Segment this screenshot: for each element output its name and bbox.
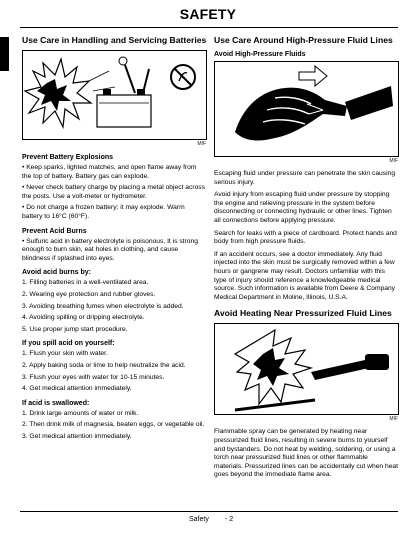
footer-section: Safety: [189, 516, 209, 523]
high-pressure-fluid-illustration: [214, 61, 399, 157]
paragraph: Avoid injury from escaping fluid under pressure by stopping the engine and relieving pressure in the system before disconnecting or connecting hydraulic or other lines. Tighten all connections before applying pressure.: [214, 191, 392, 224]
left-column: [22, 35, 206, 444]
torch-flame-icon: [215, 324, 398, 414]
heating-paragraph: Flammable spray can be generated by heating near pressurized fluid lines, resulting in severe burns to yourself and bystanders. Do not heat by welding, soldering, or using a torch near pressurized fluid lines or other flammable materials. Pressurized lines can be accidentally cut when heat goes beyond the immediate flame area.: [214, 428, 399, 479]
list-item: • Do not charge a frozen battery; it may explode. Warm battery to 16°C (60°F).: [22, 204, 185, 220]
list-item: • Keep sparks, lighted matches, and open flame away from the top of battery. Battery gas can explode.: [22, 164, 197, 180]
list-item: 4. Get medical attention immediately.: [22, 385, 132, 393]
heating-figure-caption: MIF: [389, 416, 398, 423]
list-item: 2. Then drink milk of magnesia, beaten eggs, or vegetable oil.: [22, 421, 205, 429]
section-title: Prevent Battery Explosions: [22, 154, 114, 161]
list-item: • Sulfuric acid in battery electrolyte is poisonous. It is strong enough to burn skin, eat holes in clothing, and cause blindness if splashed into eyes.: [22, 237, 198, 262]
list-item: 5. Use proper jump start procedure.: [22, 325, 128, 333]
page-footer: [20, 511, 398, 526]
battery-figure-caption: MIF: [197, 141, 206, 147]
section-title: Prevent Acid Burns: [22, 227, 87, 235]
battery-explosion-icon: [23, 51, 206, 139]
list-item: 2. Apply baking soda or lime to help neutralize the acid.: [22, 361, 186, 369]
hand-fluid-injection-icon: [215, 62, 398, 156]
paragraph: If an accident occurs, see a doctor immediately. Any fluid injected into the skin must be surgically removed within a few hours or gangrene may result. Doctors unfamiliar with this type of injury should reference a knowledgeable medical source. Such information is available from Deere & Company Medical Department in Moline, Illinois, U.S.A.: [214, 250, 396, 301]
fluid-heading: Use Care Around High-Pressure Fluid Lines: [214, 35, 393, 45]
list-item: 4. Avoiding spilling or dripping electrolyte.: [22, 314, 145, 322]
list-item: 3. Avoiding breathing fumes when electrolyte is added.: [22, 302, 184, 310]
section-tab: [0, 37, 9, 71]
section-title: If you spill acid on yourself:: [22, 340, 115, 348]
left-sections: [22, 153, 206, 441]
section-title: If acid is swallowed:: [22, 399, 90, 407]
list-item: 1. Filling batteries in a well-ventilated area.: [22, 279, 149, 287]
paragraph: Search for leaks with a piece of cardboard. Protect hands and body from high pressure fluids.: [214, 229, 397, 246]
footer-page-number: - 2: [225, 516, 234, 523]
battery-heading: Use Care in Handling and Servicing Batteries: [22, 35, 207, 45]
heating-illustration: [214, 323, 399, 415]
paragraph: Escaping fluid under pressure can penetrate the skin causing serious injury.: [214, 170, 396, 186]
list-item: 1. Drink large amounts of water or milk.: [22, 409, 139, 417]
list-item: 3. Get medical attention immediately.: [22, 432, 132, 440]
right-column: [214, 35, 398, 484]
section-title: Avoid acid burns by:: [22, 269, 91, 277]
fluid-paragraphs: [214, 170, 398, 302]
page-title: SAFETY: [179, 6, 237, 22]
list-item: 2. Wearing eye protection and rubber gloves.: [22, 290, 156, 298]
list-item: 3. Flush your eyes with water for 10-15 minutes.: [22, 373, 165, 381]
heating-heading: Avoid Heating Near Pressurized Fluid Lines: [214, 308, 392, 319]
battery-explosion-illustration: [22, 50, 207, 140]
header-rule: [20, 27, 398, 28]
list-item: 1. Flush your skin with water.: [22, 350, 108, 358]
fluid-subheading: Avoid High-Pressure Fluids: [214, 51, 306, 58]
fluid-figure-caption: MIF: [389, 158, 398, 164]
list-item: • Never check battery charge by placing a metal object across the posts. Use a volt-meter or hydrometer.: [22, 184, 205, 200]
